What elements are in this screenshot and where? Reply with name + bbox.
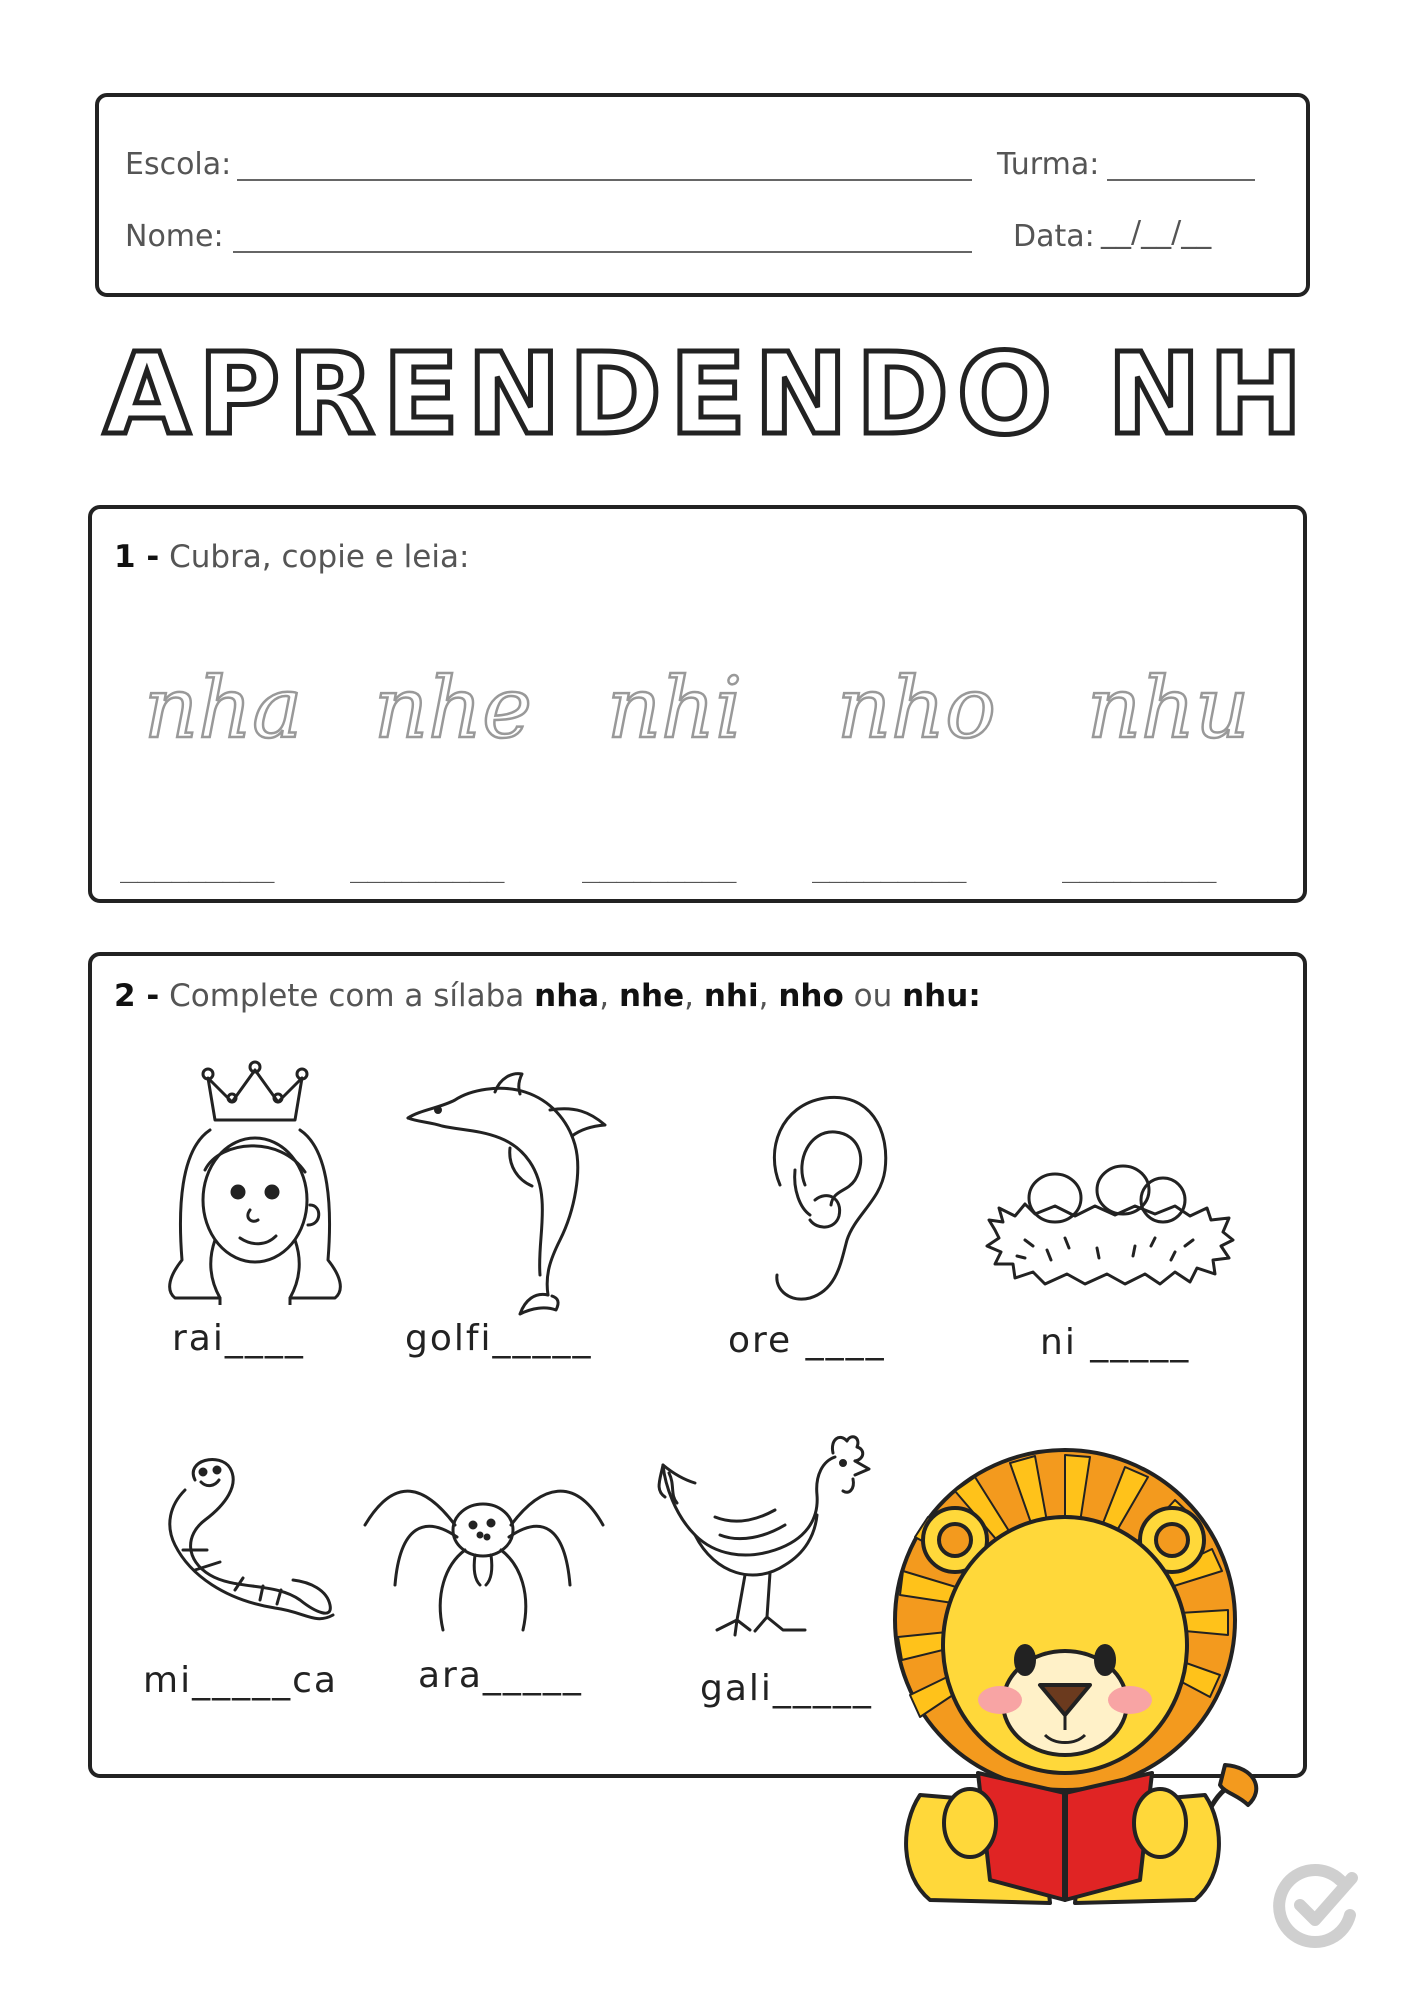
school-field[interactable] (237, 179, 972, 181)
option-nha: nha (534, 978, 600, 1014)
date-field[interactable]: __/__/__ (1101, 215, 1212, 250)
nest-icon (985, 1160, 1235, 1290)
exercise-2-number: 2 - (114, 978, 160, 1014)
lion-reading-icon (860, 1445, 1280, 1910)
word-orelha[interactable]: ore ____ (728, 1320, 886, 1361)
page-title: APRENDENDO NH (103, 330, 1311, 460)
copy-line-5[interactable]: _________ (1062, 849, 1216, 884)
class-label: Turma: (997, 147, 1100, 182)
trace-syllable-nho: nho (837, 659, 996, 757)
exercise-1-instruction (114, 539, 469, 575)
trace-syllable-nha: nha (144, 659, 303, 757)
word-ninho[interactable]: ni _____ (1040, 1322, 1191, 1363)
copy-line-3[interactable]: _________ (582, 849, 736, 884)
trace-syllable-nhi: nhi (607, 659, 743, 757)
exercise-1-box (88, 505, 1307, 903)
trace-syllable-nhu: nhu (1087, 659, 1250, 757)
name-label: Nome: (125, 219, 224, 254)
word-galinha[interactable]: gali_____ (700, 1668, 873, 1709)
queen-icon (160, 1060, 350, 1305)
exercise-2-instruction (114, 978, 981, 1014)
exercise-1-text: Cubra, copie e leia: (169, 539, 470, 575)
copy-line-4[interactable]: _________ (812, 849, 966, 884)
school-label: Escola: (125, 147, 232, 182)
exercise-1-number: 1 - (114, 539, 160, 575)
option-nhi: nhi (703, 978, 759, 1014)
copy-line-1[interactable]: _________ (120, 849, 274, 884)
exercise-2-text: Complete com a sílaba (169, 978, 525, 1014)
ear-icon (755, 1090, 895, 1305)
or-word: ou (853, 978, 893, 1014)
class-field[interactable] (1107, 179, 1255, 181)
separator: , (599, 978, 610, 1014)
checkmark-logo-icon (1270, 1860, 1360, 1950)
worm-icon (165, 1450, 340, 1630)
word-minhoca[interactable]: mi_____ca (143, 1660, 338, 1701)
name-field[interactable] (233, 251, 972, 253)
copy-line-2[interactable]: _________ (350, 849, 504, 884)
spider-icon (355, 1455, 610, 1655)
header-box (95, 93, 1310, 297)
dolphin-icon (400, 1070, 610, 1320)
option-nhu: nhu: (902, 978, 981, 1014)
date-label: Data: (1013, 219, 1095, 254)
trace-syllable-nhe: nhe (374, 659, 532, 757)
separator: , (684, 978, 694, 1014)
separator: , (758, 978, 769, 1014)
word-rainha[interactable]: rai____ (172, 1318, 305, 1359)
hen-icon (655, 1425, 875, 1655)
option-nho: nho (778, 978, 844, 1014)
option-nhe: nhe (618, 978, 685, 1014)
word-aranha[interactable]: ara_____ (418, 1655, 583, 1696)
word-golfinho[interactable]: golfi_____ (405, 1318, 593, 1359)
